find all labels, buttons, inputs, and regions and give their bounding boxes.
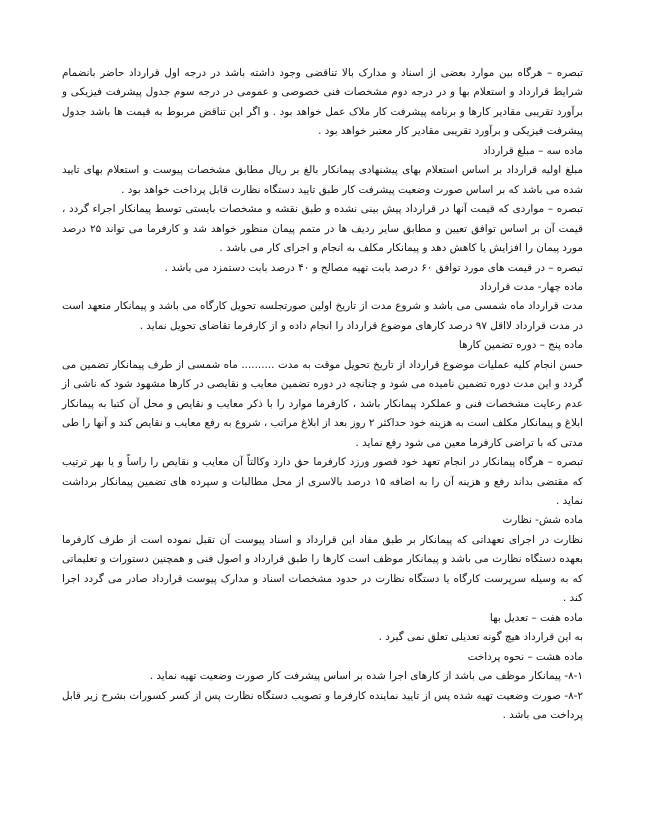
paragraph-contractor-default-note: تبصره – هرگاه پیمانکار در انجام تعهد خود قصور ورزد کارفرما حق دارد وکالتاً آن معایب و نقایص را راساً و یا بهر ترتیب که مقتضی بداند رفع و هزینه آن را به اضافه ۱۵ درصد بالاسری از محل مطالبات و سپرده های تضمین پیمانکار برداشت نماید . bbox=[62, 456, 583, 507]
heading-article-7: ماده هفت – تعدیل بها bbox=[489, 611, 583, 624]
paragraph-price-split-note: تبصره – در قیمت های مورد توافق ۶۰ درصد بابت تهیه مصالح و ۴۰ درصد بابت دستمزد می باشد . bbox=[164, 261, 583, 274]
paragraph-conflict-note: تبصره – هرگاه بین موارد بعضی از اسناد و مدارک بالا تناقضی وجود داشته باشد در درجه اول قرارداد حاضر بانضمام شرایط قرارداد و استعلام بها و در درجه دوم مشخصات فنی خصوصی و عمومی در درجه سوم جدول پیشرفت فیزیکی و برآورد تقریبی مقادیر کارها و برنامه پیشرفت کار ملاک عمل خواهد بود . و اگر این تناقض مربوط به قیمت ها باشد جدول پیشرفت فیزیکی و برآورد تقریبی مقادیر کار معتبر خواهد بود . bbox=[62, 67, 583, 138]
paragraph-payment-8-1: ۸-۱- پیمانکار موظف می باشد از کارهای اجرا شده بر اساس پیشرفت کار صورت وضعیت تهیه نماید . bbox=[149, 670, 583, 683]
paragraph-no-adjustment: به این قرارداد هیچ گونه تعدیلی تعلق نمی گیرد . bbox=[378, 631, 583, 644]
document-body bbox=[62, 64, 583, 725]
heading-article-3: ماده سه – مبلغ قرارداد bbox=[483, 144, 583, 157]
paragraph-contract-amount: مبلغ اولیه قرارداد بر اساس استعلام بهای پیشنهادی پیمانکار بالغ بر ریال مطابق مشخصات پیوست و استعلام بهای تایید شده می باشد که بر اساس صورت وضعیت پیشرفت کار طبق تایید دستگاه نظارت قابل پرداخت خواهد بود . bbox=[62, 164, 583, 196]
heading-article-6: ماده شش- نظارت bbox=[502, 514, 583, 527]
paragraph-guarantee-period: حسن انجام کلیه عملیات موضوع قرارداد از تاریخ تحویل موقت به مدت .......... ماه شمسی از طرف پیمانکار تضمین می گردد و این مدت دوره تضمین نامیده می شود و چنانچه در دوره تضمین معایب و نقایصی در کارها مشهود شود که ناشی از عدم رعایت مشخصات فنی و عملکرد پیمانکار باشد ، کارفرما موارد را با ذکر معایب و نقایص و محل آن کتبا به پیمانکار ابلاغ و پیمانکار مکلف است به هزینه خود حداکثر ۲ روز بعد از ابلاغ مراتب ، شروع به رفع معایب و نقایص کند و آنها را طی مدتی که با تراضی کارفرما معین می شود رفع نماید . bbox=[62, 358, 583, 449]
paragraph-contract-duration: مدت قرارداد ماه شمسی می باشد و شروع مدت از تاریخ اولین صورتجلسه تحویل کارگاه می باشد و پیمانکار متعهد است در مدت قرارداد لااقل ۹۷ درصد کارهای موضوع قرارداد را انجام داده و از کارفرما تقاضای تحویل نماید . bbox=[62, 300, 583, 332]
heading-article-8: ماده هشت – نحوه پرداخت bbox=[467, 650, 583, 663]
paragraph-supervision: نظارت در اجرای تعهداتی که پیمانکار بر طبق مفاد این قرارداد و اسناد پیوست آن تقبل نموده است از طرف کارفرما بعهده دستگاه نظارت می باشد و پیمانکار موظف است کارها را طبق قرارداد و اصول فنی و همچنین دستورات و تعلیماتی که به وسیله سرپرست کارگاه یا دستگاه نظارت در حدود مشخصات اسناد و مدارک پیوست قرارداد صادر می گردد اجرا کند . bbox=[62, 533, 583, 605]
paragraph-payment-8-2: ۸-۲- صورت وضعیت تهیه شده پس از تایید نماینده کارفرما و تصویب دستگاه نظارت پس از کسر کسورات بشرح زیر قابل پرداخت می باشد . bbox=[62, 689, 583, 721]
heading-article-4: ماده چهار- مدت قرارداد bbox=[479, 280, 583, 293]
heading-article-5: ماده پنج – دوره تضمین کارها bbox=[458, 339, 583, 352]
paragraph-unpriced-items-note: تبصره – مواردی که قیمت آنها در قرارداد پیش بینی نشده و طبق نقشه و مشخصات بایستی توسط پیمانکار اجراء گردد ، قیمت آن بر اساس توافق تعیین و مطابق سایر ردیف ها در متمم پیمان منظور خواهد شد و کارفرما می تواند ۲۵ درصد مورد پیمان را افزایش یا کاهش دهد و پیمانکار مکلف به انجام و اجرای کار می باشد . bbox=[62, 203, 583, 255]
